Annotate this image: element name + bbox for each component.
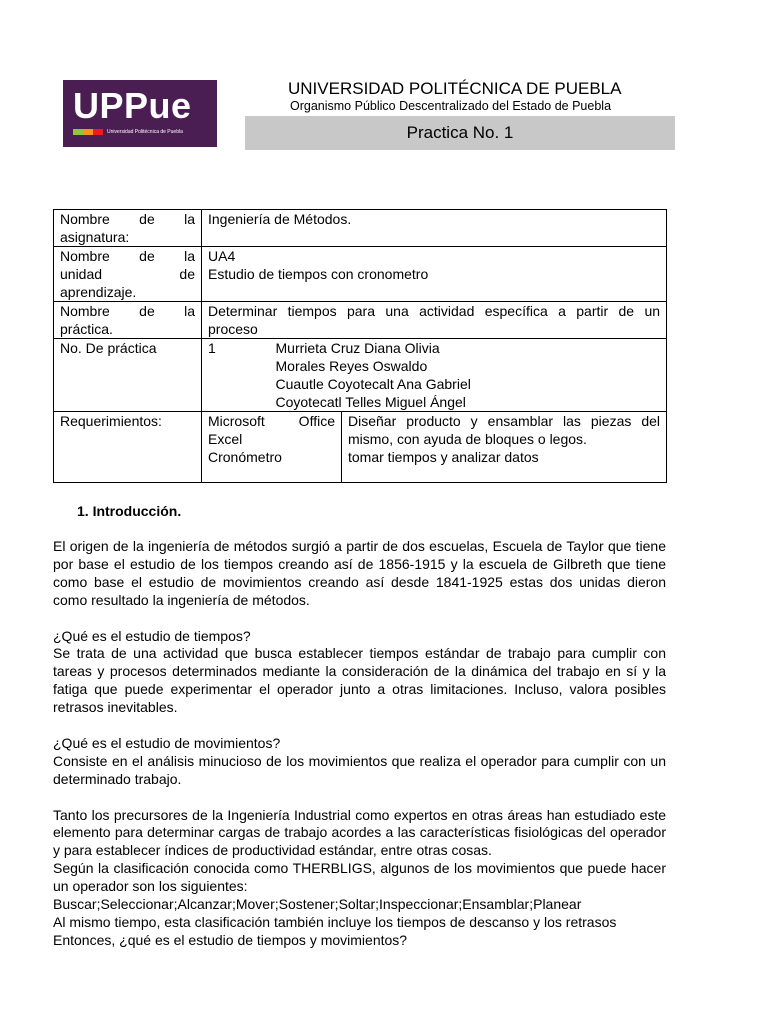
university-logo	[63, 80, 217, 147]
member-name: Cuautle Coyotecalt Ana Gabriel	[275, 376, 471, 392]
numero-label: No. De práctica	[54, 339, 202, 412]
member-name: Coyotecatl Telles Miguel Ángel	[275, 394, 466, 410]
university-title: UNIVERSIDAD POLITÉCNICA DE PUEBLA	[288, 79, 622, 98]
team-members	[270, 339, 667, 412]
requerimientos-description: Diseñar producto y ensamblar las piezas del mismo, con ayuda de bloques o legos. tomar tiempos y analizar datos	[342, 412, 667, 483]
question-tiempos: ¿Qué es el estudio de tiempos?	[53, 627, 251, 644]
paragraph-precursores: Tanto los precursores de la Ingeniería Industrial como expertos en otras áreas han estudiado este elemento para determinar cargas de trabajo acordes a las características fisiológicas del operador y para establecer índices de productividad estándar, entre otras cosas.	[53, 806, 666, 859]
unidad-label: Nombre de la unidad de aprendizaje.	[54, 247, 202, 302]
member-name: Morales Reyes Oswaldo	[275, 358, 428, 374]
practice-number: Practica No. 1	[406, 123, 514, 142]
table-row-asignatura	[54, 210, 667, 247]
asignatura-label: Nombre de la asignatura:	[54, 210, 202, 247]
table-row-practica	[54, 302, 667, 339]
paragraph-therbligs: Según la clasificación conocida como THERBLIGS, algunos de los movimientos que puede hacer un operador son los siguientes:	[53, 860, 666, 895]
table-row-unidad	[54, 247, 667, 302]
paragraph-origin: El origen de la ingeniería de métodos surgió a partir de dos escuelas, Escuela de Taylor que tiene por base el estudio de los tiempos creando así de 1856-1915 y la escuela de Gilbreth que tiene como base el estudio de movimientos creando así desde 1841-1925 estas dos unidas dieron como resultado la ingeniería de métodos.	[53, 538, 666, 608]
paragraph-tiempos: Se trata de una actividad que busca establecer tiempos estándar de trabajo para cumplir con tareas y procesos determinados mediante la consideración de la dinámica del trabajo en sí y la fatiga que puede experimentar el operador junto a otras limitaciones. Incluso, valora posibles retrasos inevitables.	[53, 645, 666, 716]
requerimientos-label: Requerimientos:	[54, 412, 202, 483]
member-name: Murrieta Cruz Diana Olivia	[275, 340, 440, 356]
document-body	[53, 538, 666, 950]
section-heading: 1. Introducción.	[77, 503, 182, 519]
practica-label: Nombre de la práctica.	[54, 302, 202, 339]
question-movimientos: ¿Qué es el estudio de movimientos?	[53, 734, 281, 751]
question-tiempos-movimientos: Entonces, ¿qué es el estudio de tiempos y movimientos?	[53, 931, 408, 948]
practica-value: Determinar tiempos para una actividad específica a partir de un proceso	[202, 302, 667, 339]
unidad-value: UA4 Estudio de tiempos con cronometro	[202, 247, 667, 302]
practice-info-table	[53, 209, 667, 483]
paragraph-descanso: Al mismo tiempo, esta clasificación también incluye los tiempos de descanso y los retrasos	[53, 913, 617, 930]
organism-subtitle: Organismo Público Descentralizado del Estado de Puebla	[290, 99, 612, 113]
requerimientos-tools: Microsoft Office Excel Cronómetro	[202, 412, 342, 483]
practice-number-band	[245, 116, 675, 150]
paragraph-movimientos: Consiste en el análisis minucioso de los movimientos que realiza el operador para cumplir con un determinado trabajo.	[53, 752, 666, 787]
logo-text: UPPue	[73, 85, 192, 126]
therbligs-list: Buscar;Seleccionar;Alcanzar;Mover;Sostener;Soltar;Inspeccionar;Ensamblar;Planear	[53, 896, 582, 913]
table-row-numero	[54, 339, 667, 412]
asignatura-value: Ingeniería de Métodos.	[202, 210, 667, 247]
numero-value: 1	[202, 339, 270, 412]
table-row-requerimientos	[54, 412, 667, 483]
logo-subtitle: Universidad Politécnica de Puebla	[107, 129, 183, 135]
logo-color-bar	[73, 129, 209, 135]
